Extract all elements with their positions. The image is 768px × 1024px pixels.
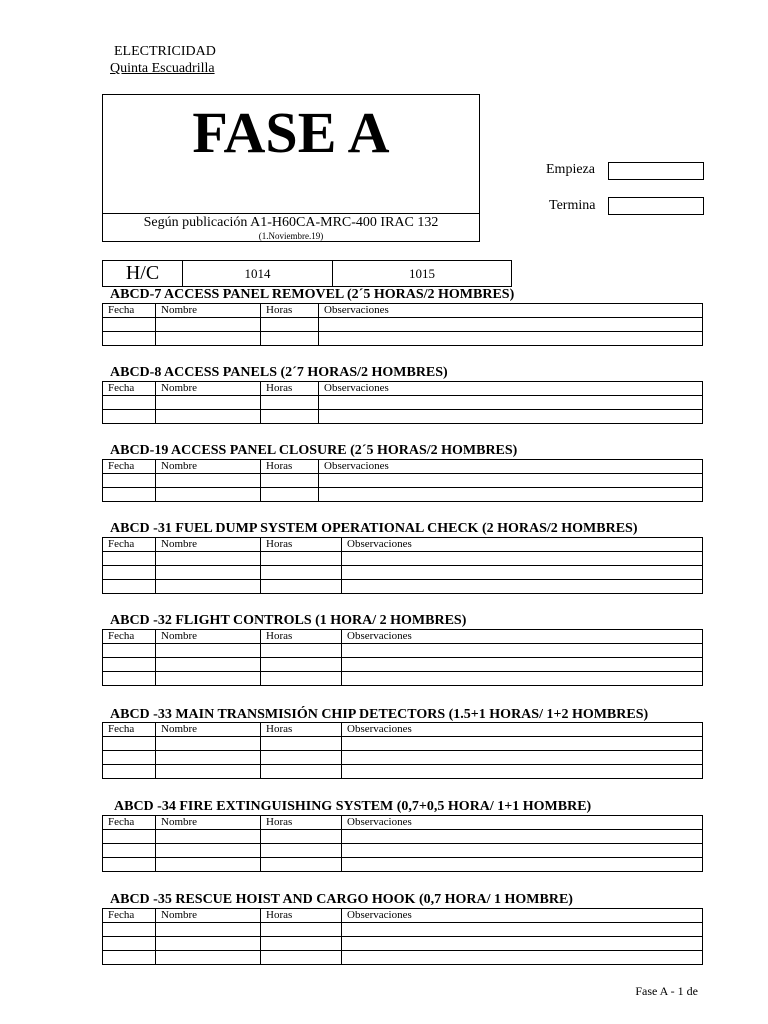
col-fecha: Fecha: [103, 304, 156, 318]
table-cell[interactable]: [103, 658, 156, 672]
table-cell[interactable]: [342, 858, 703, 872]
table-cell[interactable]: [156, 923, 261, 937]
col-nombre: Nombre: [156, 304, 261, 318]
table-cell[interactable]: [261, 552, 342, 566]
table-cell[interactable]: [156, 765, 261, 779]
col-observaciones: Observaciones: [319, 460, 703, 474]
table-cell[interactable]: [319, 318, 703, 332]
start-label: Empieza: [546, 162, 595, 177]
col-fecha: Fecha: [103, 630, 156, 644]
table-row: [103, 844, 703, 858]
table-cell[interactable]: [156, 488, 261, 502]
table-cell[interactable]: [342, 830, 703, 844]
col-horas: Horas: [261, 460, 319, 474]
publication-reference: Según publicación A1-H60CA-MRC-400 IRAC 132: [143, 215, 439, 230]
table-cell[interactable]: [103, 672, 156, 686]
squadron-name: Quinta Escuadrilla: [110, 61, 215, 76]
table-row: [103, 751, 703, 765]
table-row: [103, 858, 703, 872]
table-cell[interactable]: [103, 858, 156, 872]
table-cell[interactable]: [103, 737, 156, 751]
table-cell[interactable]: [261, 644, 342, 658]
col-nombre: Nombre: [156, 538, 261, 552]
table-cell[interactable]: [103, 937, 156, 951]
col-observaciones: Observaciones: [342, 630, 703, 644]
table-cell[interactable]: [103, 410, 156, 424]
task-table: [102, 815, 703, 872]
publication-date: (1.Noviembre.19): [258, 231, 324, 241]
table-cell[interactable]: [156, 552, 261, 566]
table-cell[interactable]: [261, 332, 319, 346]
table-cell[interactable]: [261, 566, 342, 580]
table-header-row: [103, 723, 703, 737]
col-fecha: Fecha: [103, 538, 156, 552]
page-footer: Fase A - 1 de: [635, 984, 698, 998]
col-observaciones: Observaciones: [342, 538, 703, 552]
title-divider: [103, 213, 479, 214]
col-horas: Horas: [261, 723, 342, 737]
table-cell[interactable]: [342, 844, 703, 858]
table-cell[interactable]: [261, 410, 319, 424]
table-cell[interactable]: [342, 658, 703, 672]
table-cell[interactable]: [261, 488, 319, 502]
task-table: [102, 537, 703, 594]
col-observaciones: Observaciones: [319, 304, 703, 318]
table-row: [103, 765, 703, 779]
col-horas: Horas: [261, 909, 342, 923]
table-cell[interactable]: [156, 658, 261, 672]
table-cell[interactable]: [342, 566, 703, 580]
table-cell[interactable]: [261, 751, 342, 765]
table-cell[interactable]: [261, 830, 342, 844]
table-cell[interactable]: [261, 658, 342, 672]
start-field[interactable]: [608, 162, 704, 180]
table-cell[interactable]: [342, 765, 703, 779]
table-cell[interactable]: [261, 737, 342, 751]
table-cell[interactable]: [319, 396, 703, 410]
col-nombre: Nombre: [156, 723, 261, 737]
table-header-row: [103, 304, 703, 318]
hc-row: [102, 260, 512, 287]
section-title: ABCD-7 ACCESS PANEL REMOVEL (2´5 HORAS/2 HOMBRES): [110, 287, 515, 302]
table-cell[interactable]: [261, 396, 319, 410]
table-cell[interactable]: [103, 580, 156, 594]
hc-aircraft-1014: 1014: [183, 261, 333, 286]
table-cell[interactable]: [103, 318, 156, 332]
table-cell[interactable]: [103, 488, 156, 502]
table-header-row: [103, 630, 703, 644]
table-row: [103, 658, 703, 672]
col-observaciones: Observaciones: [319, 382, 703, 396]
table-header-row: [103, 909, 703, 923]
col-horas: Horas: [261, 304, 319, 318]
task-table: [102, 722, 703, 779]
col-observaciones: Observaciones: [342, 723, 703, 737]
table-cell[interactable]: [103, 751, 156, 765]
department-name: ELECTRICIDAD: [114, 44, 216, 59]
table-row: [103, 644, 703, 658]
table-cell[interactable]: [261, 951, 342, 965]
table-cell[interactable]: [156, 396, 261, 410]
table-header-row: [103, 460, 703, 474]
table-cell[interactable]: [342, 644, 703, 658]
table-cell[interactable]: [319, 474, 703, 488]
table-cell[interactable]: [342, 552, 703, 566]
table-row: [103, 737, 703, 751]
table-cell[interactable]: [342, 580, 703, 594]
table-cell[interactable]: [156, 672, 261, 686]
table-cell[interactable]: [103, 951, 156, 965]
table-cell[interactable]: [342, 751, 703, 765]
col-nombre: Nombre: [156, 816, 261, 830]
table-cell[interactable]: [156, 830, 261, 844]
table-cell[interactable]: [103, 332, 156, 346]
table-cell[interactable]: [342, 737, 703, 751]
task-table: [102, 303, 703, 346]
table-row: [103, 580, 703, 594]
section-title: ABCD -34 FIRE EXTINGUISHING SYSTEM (0,7+0,5 HORA/ 1+1 HOMBRE): [114, 799, 592, 814]
table-cell[interactable]: [156, 737, 261, 751]
table-cell[interactable]: [103, 396, 156, 410]
table-row: [103, 951, 703, 965]
section-title: ABCD-8 ACCESS PANELS (2´7 HORAS/2 HOMBRES): [110, 365, 448, 380]
table-cell[interactable]: [261, 844, 342, 858]
section-title: ABCD -35 RESCUE HOIST AND CARGO HOOK (0,7 HORA/ 1 HOMBRE): [110, 892, 573, 907]
table-cell[interactable]: [103, 474, 156, 488]
table-cell[interactable]: [103, 644, 156, 658]
table-cell[interactable]: [342, 951, 703, 965]
table-row: [103, 937, 703, 951]
table-header-row: [103, 382, 703, 396]
table-cell[interactable]: [342, 937, 703, 951]
col-fecha: Fecha: [103, 460, 156, 474]
section-title: ABCD -33 MAIN TRANSMISIÓN CHIP DETECTORS (1.5+1 HORAS/ 1+2 HOMBRES): [110, 707, 649, 722]
table-cell[interactable]: [319, 332, 703, 346]
task-table: [102, 629, 703, 686]
task-table: [102, 908, 703, 965]
col-nombre: Nombre: [156, 460, 261, 474]
table-cell[interactable]: [103, 552, 156, 566]
table-cell[interactable]: [261, 580, 342, 594]
table-row: [103, 566, 703, 580]
table-row: [103, 488, 703, 502]
table-cell[interactable]: [103, 844, 156, 858]
table-row: [103, 474, 703, 488]
col-observaciones: Observaciones: [342, 816, 703, 830]
table-cell[interactable]: [103, 566, 156, 580]
table-cell[interactable]: [156, 937, 261, 951]
col-nombre: Nombre: [156, 909, 261, 923]
table-header-row: [103, 538, 703, 552]
col-fecha: Fecha: [103, 723, 156, 737]
table-cell[interactable]: [156, 580, 261, 594]
table-cell[interactable]: [156, 332, 261, 346]
table-cell[interactable]: [342, 672, 703, 686]
table-cell[interactable]: [156, 410, 261, 424]
section-title: ABCD -32 FLIGHT CONTROLS (1 HORA/ 2 HOMBRES): [110, 613, 467, 628]
table-cell[interactable]: [261, 858, 342, 872]
table-cell[interactable]: [319, 410, 703, 424]
table-cell[interactable]: [156, 951, 261, 965]
table-row: [103, 396, 703, 410]
table-row: [103, 923, 703, 937]
table-cell[interactable]: [261, 318, 319, 332]
col-horas: Horas: [261, 538, 342, 552]
task-table: [102, 381, 703, 424]
table-row: [103, 410, 703, 424]
col-horas: Horas: [261, 816, 342, 830]
table-cell[interactable]: [261, 923, 342, 937]
section-title: ABCD -31 FUEL DUMP SYSTEM OPERATIONAL CHECK (2 HORAS/2 HOMBRES): [110, 521, 638, 536]
task-table: [102, 459, 703, 502]
table-cell[interactable]: [156, 566, 261, 580]
table-cell[interactable]: [156, 858, 261, 872]
col-fecha: Fecha: [103, 816, 156, 830]
table-cell[interactable]: [103, 830, 156, 844]
col-nombre: Nombre: [156, 630, 261, 644]
end-field[interactable]: [608, 197, 704, 215]
col-horas: Horas: [261, 382, 319, 396]
table-row: [103, 672, 703, 686]
table-cell[interactable]: [156, 474, 261, 488]
page-title: FASE A: [192, 100, 390, 165]
table-row: [103, 552, 703, 566]
table-row: [103, 332, 703, 346]
col-horas: Horas: [261, 630, 342, 644]
table-cell[interactable]: [261, 937, 342, 951]
table-cell[interactable]: [261, 765, 342, 779]
table-cell[interactable]: [156, 751, 261, 765]
hc-label: H/C: [103, 261, 183, 286]
table-cell[interactable]: [156, 644, 261, 658]
table-cell[interactable]: [261, 474, 319, 488]
table-cell[interactable]: [261, 672, 342, 686]
table-cell[interactable]: [156, 318, 261, 332]
end-label: Termina: [549, 198, 596, 213]
table-row: [103, 830, 703, 844]
table-cell[interactable]: [103, 765, 156, 779]
col-nombre: Nombre: [156, 382, 261, 396]
table-cell[interactable]: [103, 923, 156, 937]
col-fecha: Fecha: [103, 382, 156, 396]
table-cell[interactable]: [342, 923, 703, 937]
col-observaciones: Observaciones: [342, 909, 703, 923]
col-fecha: Fecha: [103, 909, 156, 923]
title-box: [102, 94, 480, 242]
table-cell[interactable]: [156, 844, 261, 858]
table-header-row: [103, 816, 703, 830]
hc-aircraft-1015: 1015: [409, 265, 435, 281]
section-title: ABCD-19 ACCESS PANEL CLOSURE (2´5 HORAS/2 HOMBRES): [110, 443, 518, 458]
table-row: [103, 318, 703, 332]
table-cell[interactable]: [319, 488, 703, 502]
